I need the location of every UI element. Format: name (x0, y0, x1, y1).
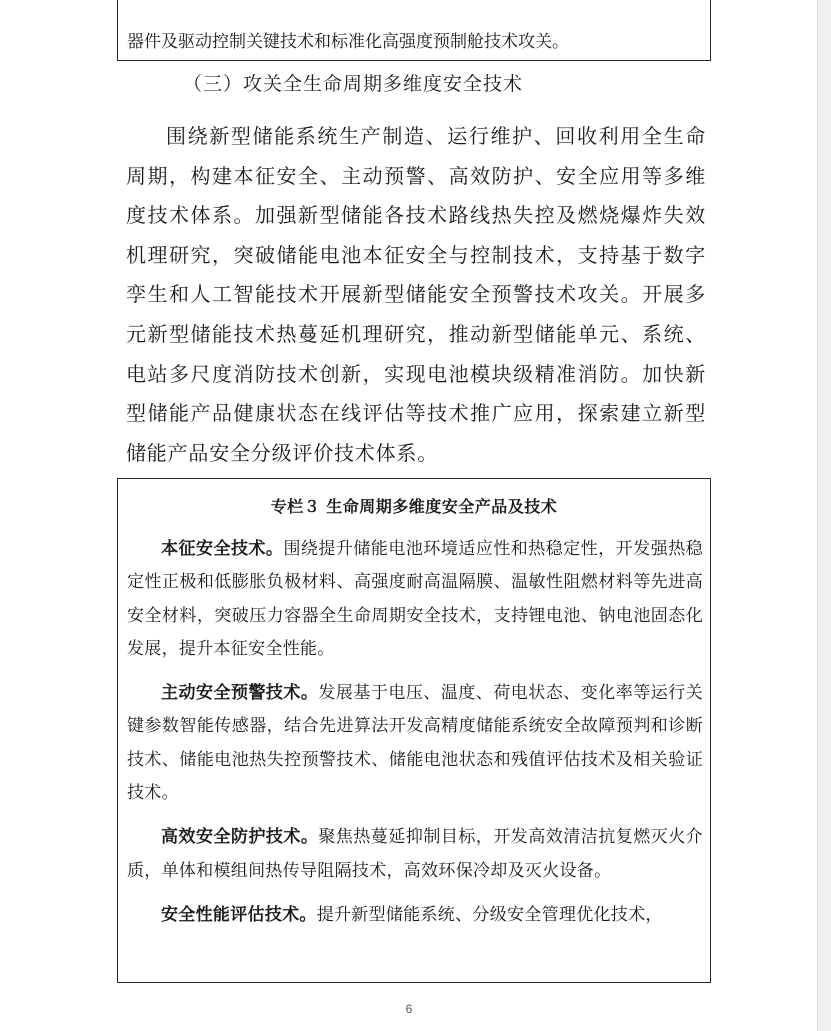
column-box (117, 478, 711, 983)
section-heading: （三）攻关全生命周期多维度安全技术 (183, 73, 524, 95)
page-number: 6 (405, 1002, 413, 1016)
column-item-text: 提升新型储能系统、分级安全管理优化技术， (316, 904, 663, 925)
column-item (127, 533, 703, 666)
column-item-lead: 本征安全技术。 (161, 539, 284, 559)
column-item-text: 发展基于电压、温度、荷电状态、变化率等运行关键参数智能传感器，结合先进算法开发高精度储能系统安全故障预判和诊断技术、储能电池热失控预警技术、储能电池状态和残值评估技术及相关验证技术。 (127, 683, 703, 804)
column-item-lead: 高效安全防护技术。 (161, 827, 319, 848)
section-paragraph: 围绕新型储能系统生产制造、运行维护、回收利用全生命周期，构建本征安全、主动预警、高效防护、安全应用等多维度技术体系。加强新型储能各技术路线热失控及燃烧爆炸失效机理研究，突破储能电池本征安全与控制技术，支持基于数字孪生和人工智能技术开展新型储能安全预警技术攻关。开展多元新型储能技术热蔓延机理研究，推动新型储能单元、系统、电站多尺度消防技术创新，实现电池模块级精准消防。加快新型储能产品健康状态在线评估等技术推广应用，探索建立新型储能产品安全分级评价技术体系。 (126, 124, 706, 465)
column-item-lead: 安全性能评估技术。 (161, 904, 317, 925)
column-title: 专栏３ 生命周期多维度安全产品及技术 (270, 497, 558, 516)
column-item (127, 821, 703, 888)
column-item (127, 677, 703, 810)
column-item-lead: 主动安全预警技术。 (161, 683, 319, 704)
column-body (127, 533, 703, 943)
vertical-scrollbar[interactable] (817, 0, 831, 1031)
previous-column-last-line: 器件及驱动控制关键技术和标准化高强度预制舱技术攻关。 (127, 32, 569, 52)
column-item-text: 聚焦热蔓延抑制目标，开发高效清洁抗复燃灭火介质，单体和模组间热传导阻隔技术，高效环保冷却及灭火设备。 (127, 827, 703, 881)
column-item-text: 围绕提升储能电池环境适应性和热稳定性，开发强热稳定性正极和低膨胀负极材料、高强度耐高温隔膜、温敏性阻燃材料等先进高安全材料，突破压力容器全生命周期安全技术，支持锂电池、钠电池固态化发展，提升本征安全性能。 (127, 539, 703, 659)
previous-column-box (117, 0, 711, 61)
column-item (127, 899, 703, 932)
